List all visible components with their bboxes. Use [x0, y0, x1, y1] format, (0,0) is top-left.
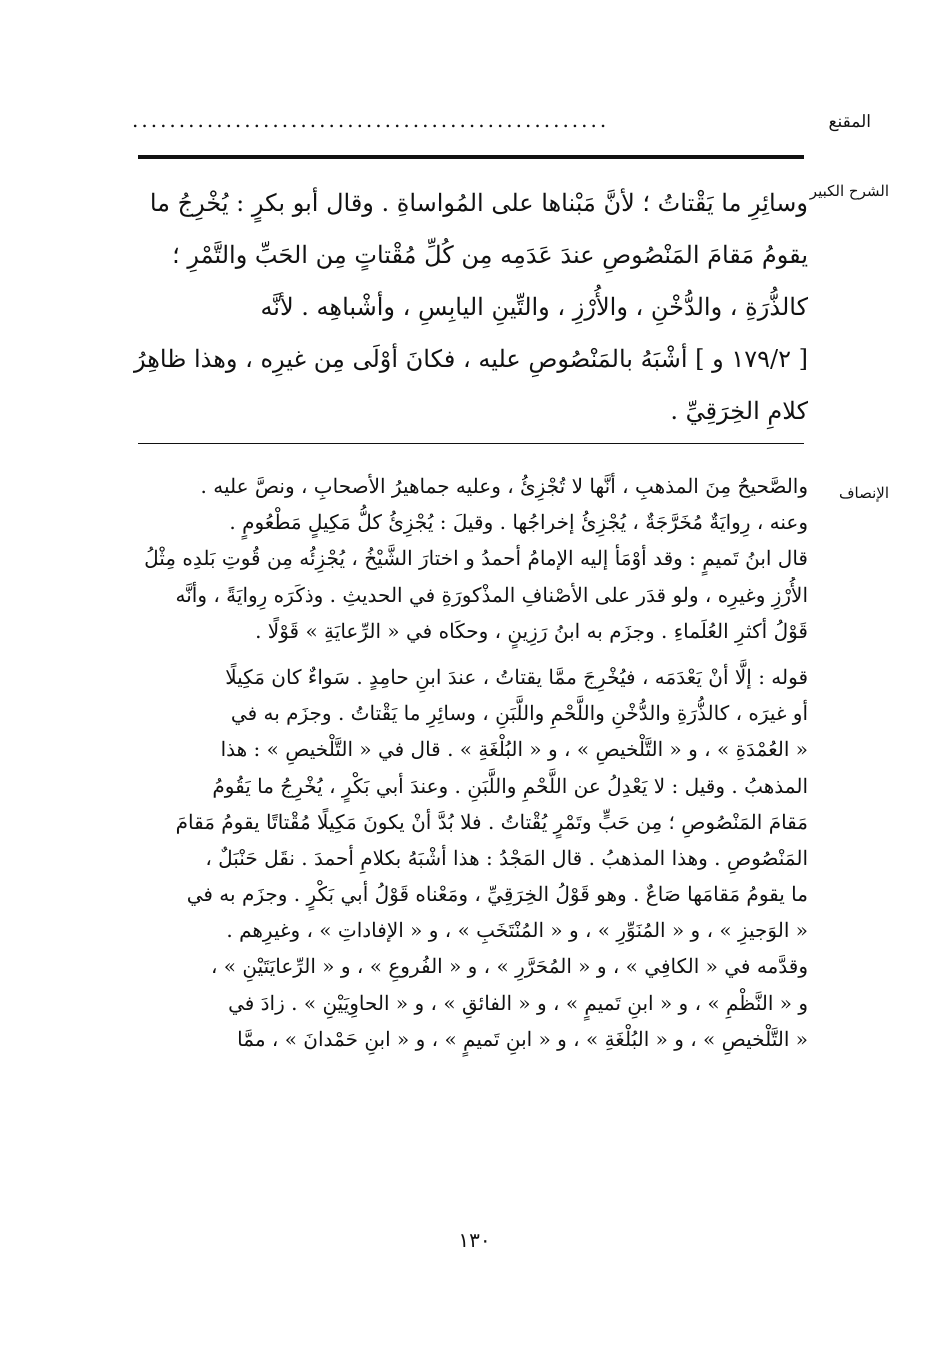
insaf-paragraph-2	[128, 659, 808, 1057]
insaf-text	[128, 468, 808, 1057]
sharh-line: وسائِرِ ما يَقْتاتُ ؛ لأنَّ مَبْناها على المُواساةِ . وقال أبو بكرٍ : يُخْرِجُ ما	[149, 189, 808, 217]
sharh-text	[128, 177, 808, 437]
sharh-line: يقومُ مَقامَ المَنْصُوصِ عندَ عَدَمِه مِن كُلِّ مُقْتاتٍ مِن الحَبِّ والتَّمْرِ ؛	[172, 241, 808, 269]
insaf-line: قَوْلُ أكثرِ العُلَماءِ . وجزَم به ابنُ رَزِينٍ ، وحكَاه في « الرِّعايَةِ » قَوْلًا .	[255, 618, 808, 643]
running-header-title: المقنع	[828, 112, 871, 132]
insaf-line: والصَّحيحُ مِنَ المذهبِ ، أنَّها لا تُجْزِئُ ، وعليه جماهيرُ الأصحابِ ، ونصَّ عليه .	[200, 474, 808, 498]
section-divider	[138, 443, 804, 444]
page-number: ١٣٠	[458, 1228, 491, 1252]
insaf-line: وعنه ، رِوايَةٌ مُخَرَّجَةٌ ، يُجْزِئُ إخراجُها . وقيلَ : يُجْزِئُ كلُّ مَكِيلٍ مَطْعُومٍ .	[229, 510, 808, 535]
insaf-line: قوله : إلَّا أنْ يَعْدَمَه ، فيُخْرِجَ ممَّا يقتاتُ ، عندَ ابنِ حامِدٍ . سَواءٌ كان مَكِيلًا	[225, 664, 808, 689]
insaf-line: « التَّلْخيصِ » ، و « البُلْغَةِ » ، و « ابنِ تَميمٍ » ، و « ابنِ حَمْدانَ » ، ممَّا	[237, 1026, 808, 1051]
insaf-line: أو غيرَه ، كالذُّرَةِ والدُّخْنِ واللَّحْمِ واللَّبَنِ ، وسائِرِ ما يَقْتاتُ . وجزَم به في	[230, 701, 808, 726]
insaf-line: « الوَجيزِ » ، و « المُنَوِّرِ » ، و « المُنْتَخَبِ » ، و « الإفاداتِ » ، وغيرِهم .	[226, 918, 808, 943]
header-dotted-leader: ...................................................	[132, 108, 610, 132]
insaf-line: مَقامَ المَنْصُوصِ ؛ مِن حَبٍّ وتَمْرٍ يُقْتاتُ . فلا بُدَّ أنْ يكونَ مَكِيلًا مُقْتاتًا يقومُ مَقامَ	[175, 809, 808, 834]
insaf-line: المذهبُ . وقيل : لا يَعْدِلُ عن اللَّحْمِ واللَّبَنِ . وعندَ أبي بَكْرٍ ، يُخْرِجُ ما يَقُومُ	[212, 773, 808, 798]
sharh-line: كالذُّرَةِ ، والدُّخْنِ ، والأُرْزِ ، والتِّينِ اليابِسِ ، وأشْباهِه . لأنَّه	[260, 293, 808, 321]
sharh-margin-label: الشرح الكبير	[809, 182, 889, 200]
insaf-line: وقدَّمه في « الكافِي » ، و « المُحَرَّرِ » ، و « الفُروعِ » ، و « الرِّعايَتَيْنِ » ،	[210, 954, 808, 979]
insaf-margin-label: الإنصاف	[838, 484, 889, 502]
header-rule	[138, 155, 804, 159]
sharh-line: كلامِ الخِرَقِيِّ .	[670, 397, 808, 425]
sharh-line: [ ١٧٩/٢ و ] أشْبَهُ بالمَنْصُوصِ عليه ، فكانَ أوْلَى مِن غيرِه ، وهذا ظاهِرُ	[134, 345, 808, 373]
insaf-line: قال ابنُ تَميمٍ : وقد أوْمَأ إليه الإمامُ أحمدُ و اختارَ الشَّيْخُ ، يُجْزِئُه مِن قُوتِ بَلدِه مِثْلُ	[144, 546, 808, 571]
insaf-paragraph-1	[128, 468, 808, 649]
insaf-line: الأُرْزِ وغيرِه ، ولو قدَر على الأصْنافِ المذْكورَةِ في الحديثِ . وذكَرَه رِوايَةً ، وأنَّه	[175, 582, 808, 607]
insaf-line: و « النَّظْمِ » ، و « ابنِ تَميمٍ » ، و « الفائقِ » ، و « الحاوِيَيْنِ » . زادَ في	[228, 990, 808, 1015]
insaf-line: ما يقومُ مَقامَها صَاعٌ . وهو قَوْلُ الخِرَقِيِّ ، ومَعْناه قَوْلُ أبي بَكْرٍ . وجزَم به في	[186, 882, 808, 907]
insaf-line: « العُمْدَةِ » ، و « التَّلْخيصِ » ، و « البُلْغَةِ » . قال في « التَّلْخيصِ » : هذا	[220, 737, 808, 762]
insaf-line: المَنْصُوصِ . وهذا المذهبُ . قال المَجْدُ : هذا أشْبَهُ بكلامِ أحمدَ . نقَل حَنْبَلٌ ،	[205, 845, 808, 870]
